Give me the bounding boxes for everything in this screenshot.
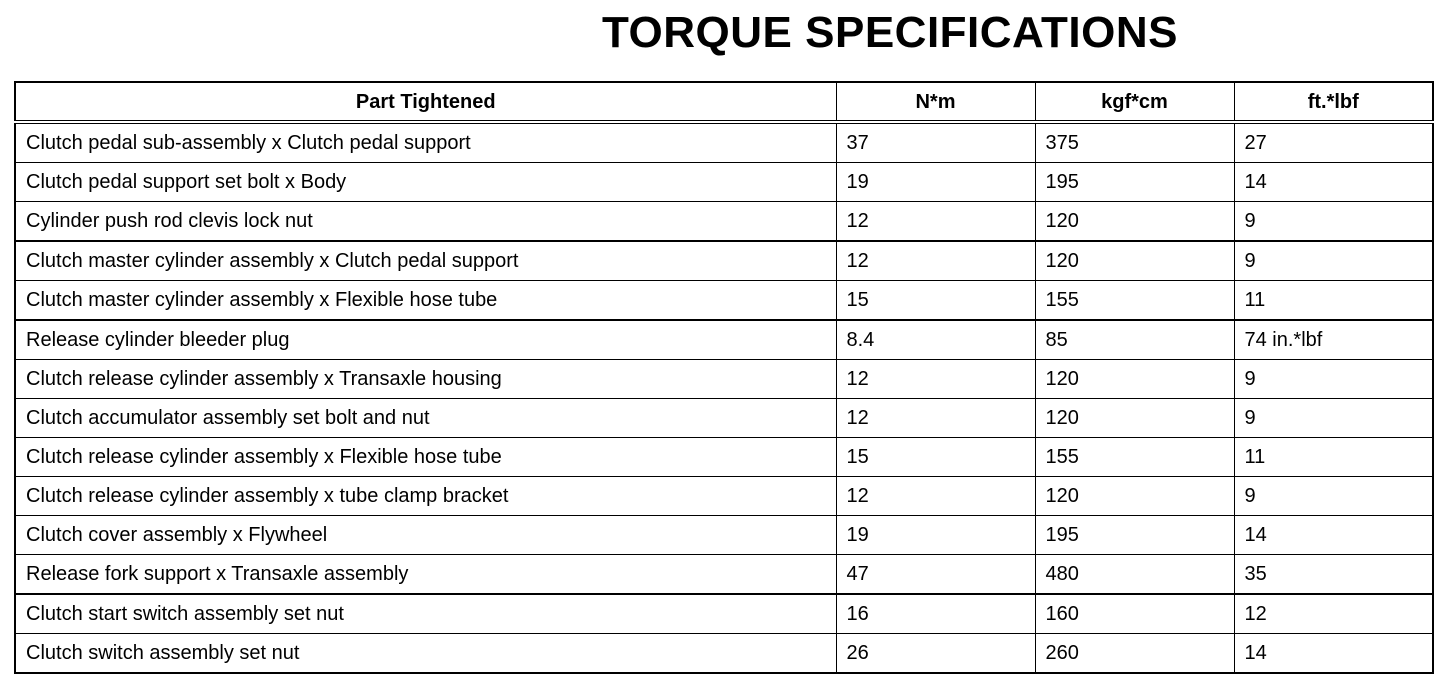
cell-kgfcm: 120	[1035, 202, 1234, 242]
table-row	[15, 241, 1433, 281]
cell-ftlbf: 9	[1234, 360, 1433, 399]
cell-ftlbf: 11	[1234, 438, 1433, 477]
table-row	[15, 634, 1433, 674]
cell-ftlbf: 9	[1234, 241, 1433, 281]
torque-spec-table	[14, 81, 1434, 674]
cell-nm: 12	[836, 360, 1035, 399]
cell-nm: 12	[836, 399, 1035, 438]
table-row	[15, 516, 1433, 555]
header-nm: N*m	[836, 82, 1035, 122]
cell-part: Clutch master cylinder assembly x Flexible hose tube	[15, 281, 836, 321]
cell-nm: 15	[836, 438, 1035, 477]
cell-kgfcm: 120	[1035, 241, 1234, 281]
cell-ftlbf: 14	[1234, 634, 1433, 674]
table-row	[15, 320, 1433, 360]
cell-part: Clutch release cylinder assembly x Flexible hose tube	[15, 438, 836, 477]
cell-kgfcm: 120	[1035, 477, 1234, 516]
cell-part: Clutch pedal support set bolt x Body	[15, 163, 836, 202]
cell-kgfcm: 195	[1035, 516, 1234, 555]
cell-nm: 26	[836, 634, 1035, 674]
cell-part: Clutch switch assembly set nut	[15, 634, 836, 674]
cell-ftlbf: 14	[1234, 516, 1433, 555]
cell-ftlbf: 9	[1234, 399, 1433, 438]
cell-ftlbf: 27	[1234, 122, 1433, 163]
cell-kgfcm: 260	[1035, 634, 1234, 674]
cell-part: Cylinder push rod clevis lock nut	[15, 202, 836, 242]
cell-kgfcm: 195	[1035, 163, 1234, 202]
cell-nm: 19	[836, 163, 1035, 202]
page-title: TORQUE SPECIFICATIONS	[601, 8, 1179, 57]
cell-part: Release cylinder bleeder plug	[15, 320, 836, 360]
table-row	[15, 122, 1433, 163]
cell-ftlbf: 9	[1234, 202, 1433, 242]
cell-kgfcm: 85	[1035, 320, 1234, 360]
cell-nm: 16	[836, 594, 1035, 634]
cell-ftlbf: 9	[1234, 477, 1433, 516]
header-part-tightened: Part Tightened	[15, 82, 836, 122]
table-row	[15, 594, 1433, 634]
cell-kgfcm: 480	[1035, 555, 1234, 595]
cell-part: Clutch cover assembly x Flywheel	[15, 516, 836, 555]
cell-part: Clutch accumulator assembly set bolt and nut	[15, 399, 836, 438]
cell-nm: 12	[836, 477, 1035, 516]
table-row	[15, 163, 1433, 202]
cell-nm: 47	[836, 555, 1035, 595]
cell-nm: 8.4	[836, 320, 1035, 360]
header-ftlbf: ft.*lbf	[1234, 82, 1433, 122]
table-header-row	[15, 82, 1433, 122]
cell-part: Clutch pedal sub-assembly x Clutch pedal support	[15, 122, 836, 163]
cell-part: Clutch release cylinder assembly x Transaxle housing	[15, 360, 836, 399]
cell-part: Clutch release cylinder assembly x tube clamp bracket	[15, 477, 836, 516]
cell-kgfcm: 120	[1035, 360, 1234, 399]
cell-nm: 12	[836, 202, 1035, 242]
cell-ftlbf: 12	[1234, 594, 1433, 634]
cell-kgfcm: 155	[1035, 438, 1234, 477]
cell-part: Release fork support x Transaxle assembly	[15, 555, 836, 595]
cell-part: Clutch master cylinder assembly x Clutch pedal support	[15, 241, 836, 281]
cell-ftlbf: 11	[1234, 281, 1433, 321]
cell-kgfcm: 375	[1035, 122, 1234, 163]
cell-ftlbf: 14	[1234, 163, 1433, 202]
cell-kgfcm: 160	[1035, 594, 1234, 634]
table-row	[15, 202, 1433, 242]
table-row	[15, 281, 1433, 321]
cell-part: Clutch start switch assembly set nut	[15, 594, 836, 634]
cell-nm: 12	[836, 241, 1035, 281]
cell-nm: 15	[836, 281, 1035, 321]
table-row	[15, 555, 1433, 595]
cell-nm: 19	[836, 516, 1035, 555]
cell-ftlbf: 74 in.*lbf	[1234, 320, 1433, 360]
table-row	[15, 360, 1433, 399]
header-kgfcm: kgf*cm	[1035, 82, 1234, 122]
table-row	[15, 438, 1433, 477]
cell-kgfcm: 120	[1035, 399, 1234, 438]
table-row	[15, 477, 1433, 516]
table-row	[15, 399, 1433, 438]
cell-ftlbf: 35	[1234, 555, 1433, 595]
cell-kgfcm: 155	[1035, 281, 1234, 321]
cell-nm: 37	[836, 122, 1035, 163]
